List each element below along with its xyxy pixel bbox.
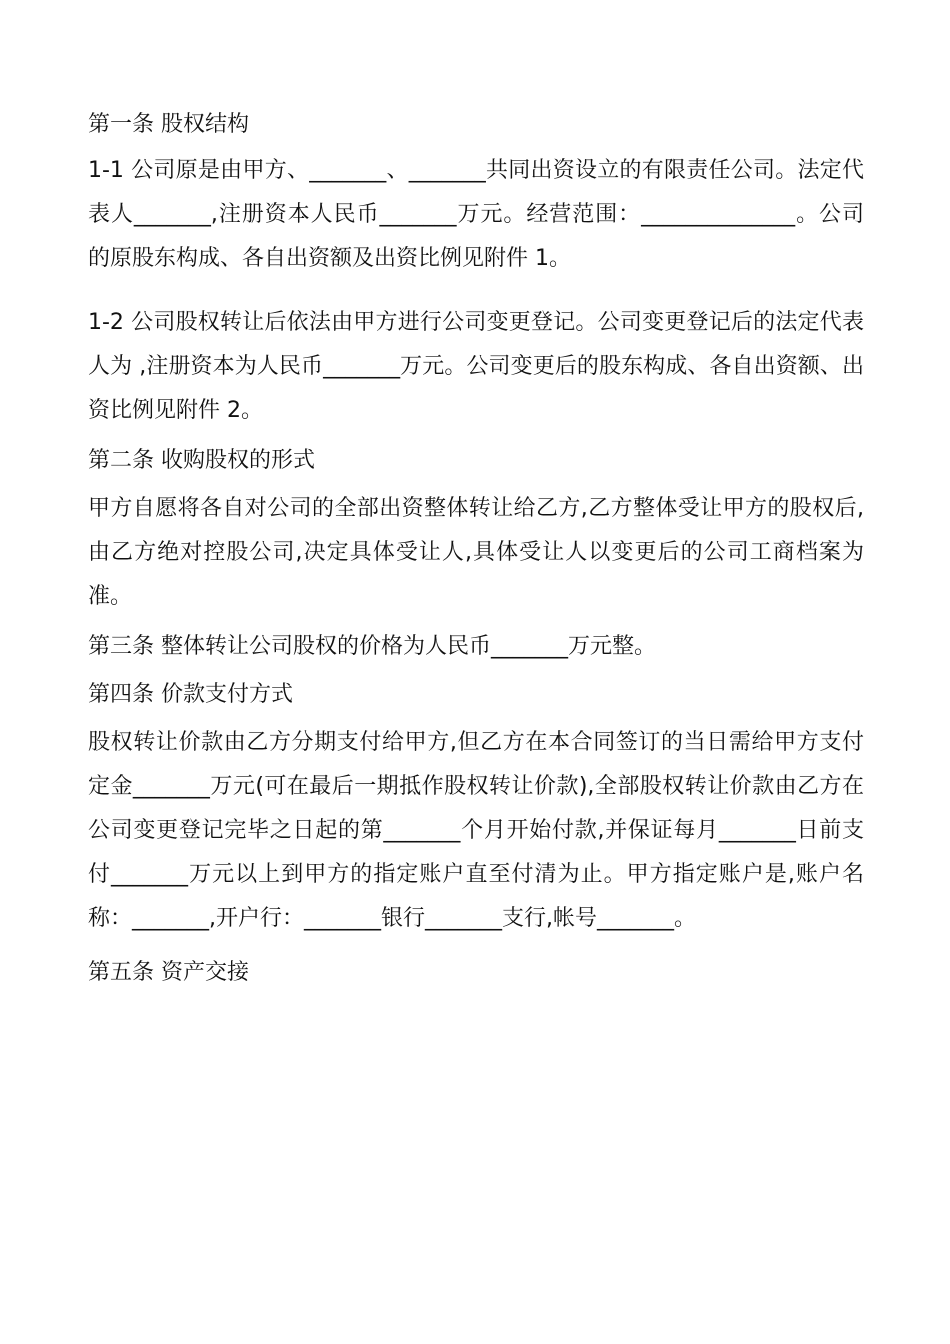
article-4-title: 第四条 价款支付方式 bbox=[88, 682, 293, 707]
article-5-title: 第五条 资产交接 bbox=[88, 960, 249, 985]
article-3-text: 第三条 整体转让公司股权的价格为人民币_______万元整。 bbox=[88, 634, 656, 659]
contract-page bbox=[88, 105, 864, 993]
clause-1-1: 1-1 公司原是由甲方、_______、_______共同出资设立的有限责任公司。法定代表人_______,注册资本人民币_______万元。经营范围：______________。公司的原股东构成、各自出资额及出资比例见附件 1。 bbox=[88, 158, 864, 271]
article-1-title: 第一条 股权结构 bbox=[88, 112, 249, 137]
article-2-body: 甲方自愿将各自对公司的全部出资整体转让给乙方,乙方整体受让甲方的股权后,由乙方绝对控股公司,决定具体受让人,具体受让人以变更后的公司工商档案为准。 bbox=[88, 496, 864, 609]
clause-1-2: 1-2 公司股权转让后依法由甲方进行公司变更登记。公司变更登记后的法定代表人为 ,注册资本为人民币_______万元。公司变更后的股东构成、各自出资额、出资比例见附件 2。 bbox=[88, 310, 864, 423]
article-2-title: 第二条 收购股权的形式 bbox=[88, 448, 315, 473]
article-4-body: 股权转让价款由乙方分期支付给甲方,但乙方在本合同签订的当日需给甲方支付定金_______万元(可在最后一期抵作股权转让价款),全部股权转让价款由乙方在公司变更登记完毕之日起的第_______个月开始付款,并保证每月_______日前支付_______万元以上到甲方的指定账户直至付清为止。甲方指定账户是,账户名称：_______,开户行：_______银行_______支行,帐号_______。 bbox=[88, 730, 864, 931]
